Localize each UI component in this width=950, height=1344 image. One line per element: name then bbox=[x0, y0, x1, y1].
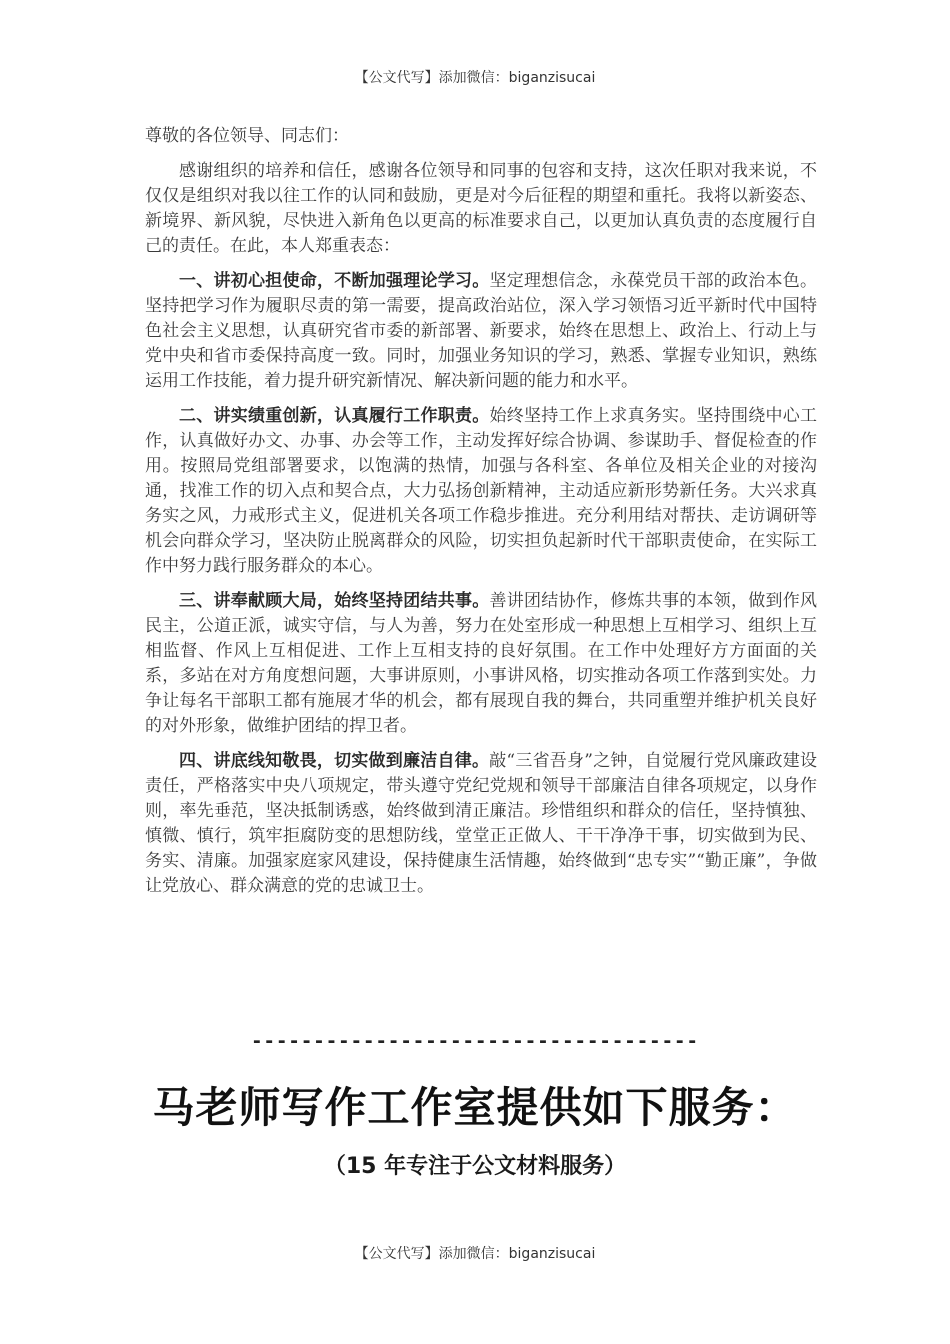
section-text: 善讲团结协作，修炼共事的本领，做到作风民主，公道正派，诚实守信，与人为善，努力在处室形成一种思想上互相学习、组织上互相监督、作风上互相促进、工作上互相支持的良好氛围。在工作中处理好方方面面的关系，多站在对方角度想问题，大事讲原则，小事讲风格，切实推动各项工作落到实处。力争让每名干部职工都有施展才华的机会，都有展现自我的舞台，共同重塑并维护机关良好的对外形象，做维护团结的捍卫者。 bbox=[145, 591, 817, 736]
promo-title: 马老师写作工作室提供如下服务： bbox=[152, 1083, 798, 1132]
page-footer: 【公文代写】添加微信：biganzisucai bbox=[354, 1246, 596, 1262]
promo-subtitle: （15 年专注于公文材料服务） bbox=[323, 1154, 627, 1179]
section-paragraph bbox=[145, 589, 817, 739]
section-heading: 四、讲底线知敬畏，切实做到廉洁自律。 bbox=[179, 751, 490, 771]
section-heading: 二、讲实绩重创新，认真履行工作职责。 bbox=[179, 406, 490, 426]
document-body bbox=[145, 124, 817, 909]
section-text: 敲“三省吾身”之钟，自觉履行党风廉政建设责任，严格落实中央八项规定，带头遵守党纪党规和领导干部廉洁自律各项规定，以身作则，率先垂范，坚决抵制诱惑，始终做到清正廉洁。珍惜组织和群众的信任，坚持慎独、慎微、慎行，筑牢拒腐防变的思想防线，堂堂正正做人、干干净净干事，切实做到为民、务实、清廉。加强家庭家风建设，保持健康生活情趣，始终做到“忠专实”“勤正廉”，争做让党放心、群众满意的党的忠诚卫士。 bbox=[145, 751, 817, 896]
section-heading: 一、讲初心担使命，不断加强理论学习。 bbox=[179, 271, 490, 291]
section-paragraph bbox=[145, 269, 817, 394]
salutation: 尊敬的各位领导、同志们： bbox=[145, 126, 349, 146]
section-text: 坚定理想信念，永葆党员干部的政治本色。坚持把学习作为履职尽责的第一需要，提高政治站位，深入学习领悟习近平新时代中国特色社会主义思想，认真研究省市委的新部署、新要求，始终在思想上、政治上、行动上与党中央和省市委保持高度一致。同时，加强业务知识的学习，熟悉、掌握专业知识，熟练运用工作技能，着力提升研究新情况、解决新问题的能力和水平。 bbox=[145, 271, 817, 391]
section-paragraph bbox=[145, 404, 817, 579]
section-text: 始终坚持工作上求真务实。坚持围绕中心工作，认真做好办文、办事、办会等工作，主动发挥好综合协调、参谋助手、督促检查的作用。按照局党组部署要求，以饱满的热情，加强与各科室、各单位及相关企业的对接沟通，找准工作的切入点和契合点，大力弘扬创新精神，主动适应新形势新任务。大兴求真务实之风，力戒形式主义，促进机关各项工作稳步推进。充分利用结对帮扶、走访调研等机会向群众学习，坚决防止脱离群众的风险，切实担负起新时代干部职责使命，在实际工作中努力践行服务群众的本心。 bbox=[145, 406, 817, 576]
page-header: 【公文代写】添加微信：biganzisucai bbox=[354, 70, 596, 86]
section-heading: 三、讲奉献顾大局，始终坚持团结共事。 bbox=[179, 591, 490, 611]
intro-paragraph: 感谢组织的培养和信任，感谢各位领导和同事的包容和支持，这次任职对我来说，不仅仅是组织对我以往工作的认同和鼓励，更是对今后征程的期望和重托。我将以新姿态、新境界、新风貌，尽快进入新角色以更高的标准要求自己，以更加认真负责的态度履行自己的责任。在此，本人郑重表态： bbox=[145, 161, 817, 256]
dashed-divider: ------------------------------------ bbox=[251, 1030, 699, 1052]
section-paragraph bbox=[145, 749, 817, 899]
